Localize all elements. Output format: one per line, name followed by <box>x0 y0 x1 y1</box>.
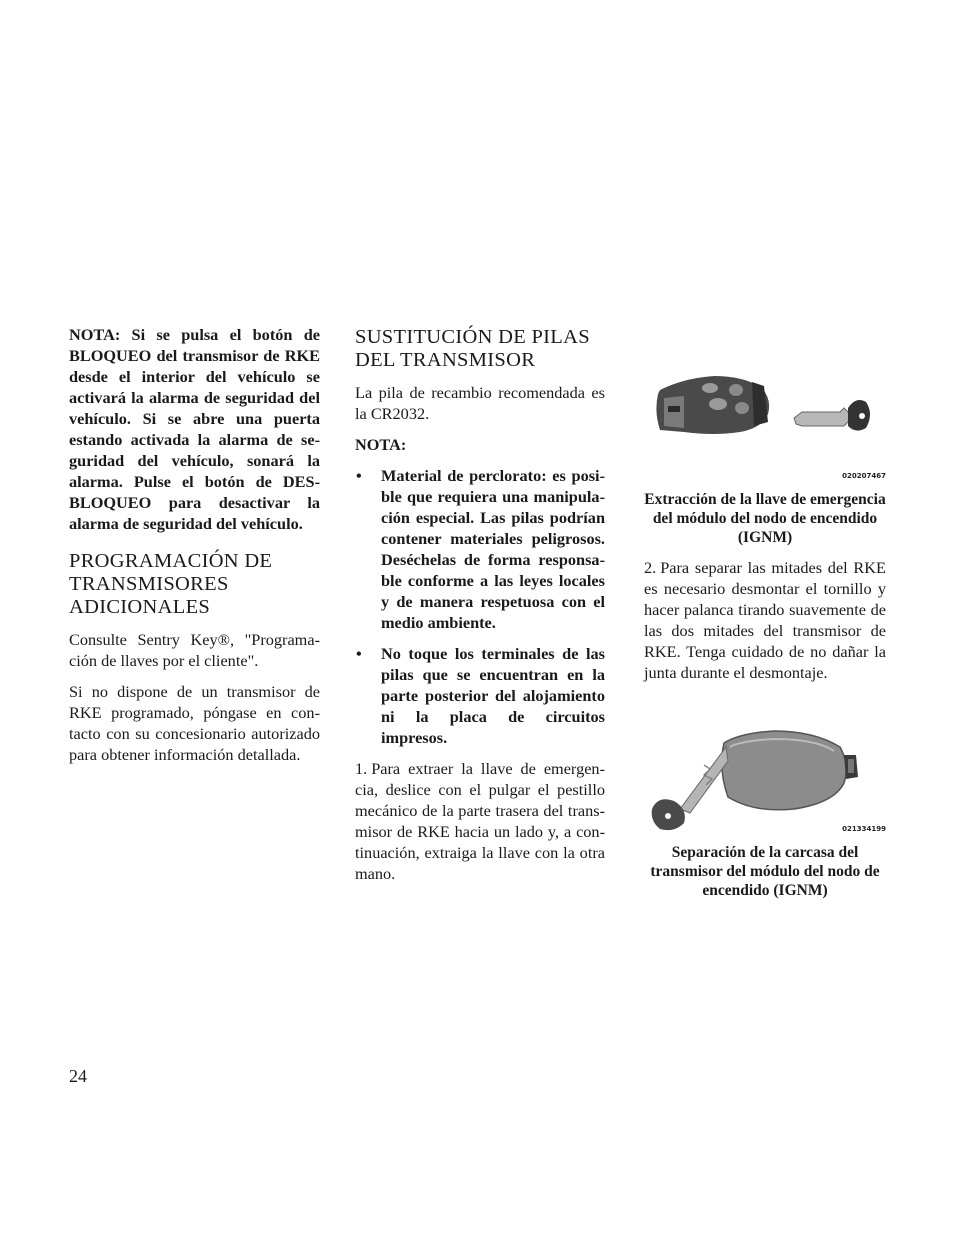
middle-column <box>355 324 605 894</box>
figure-code: 021334199 <box>842 825 886 833</box>
figure-caption: Extracción de la llave de emergencia del módulo del nodo de encendido (IGNM) <box>644 491 886 546</box>
note-alarm: NOTA: Si se pulsa el botón de BLOQUEO del transmisor de RKE desde el interior del vehículo se activará la alarma de seguridad del vehículo. Si se abre una puerta estando activada la alarma de se-guridad del vehículo, sonará la alarma. Pulse el botón de DES-BLOQUEO para desactivar la alarma de seguridad del vehículo. <box>69 325 320 533</box>
right-column <box>644 324 886 910</box>
bullet-list <box>355 465 605 748</box>
step-number: 2. <box>644 558 657 577</box>
step-1 <box>355 758 605 884</box>
step-number: 1. <box>355 759 368 778</box>
heading-line: TRANSMISORES <box>69 573 229 595</box>
paragraph-sentry-key: Consulte Sentry Key®, "Programa-ción de llaves por el cliente". <box>69 630 320 670</box>
heading-line: PROGRAMACIÓN DE <box>69 550 273 572</box>
list-item <box>355 465 605 633</box>
note-label: NOTA: <box>355 435 407 454</box>
page-number: 24 <box>69 1066 87 1086</box>
list-item-text: No toque los terminales de las pilas que se encuentran en la parte posterior del alojamiento ni la placa de circuitos impresos. <box>381 644 605 747</box>
list-item-text: Material de perclorato: es posi-ble que requiera una manipula-ción especial. Las pilas podrían contener materiales peligrosos. Deséchelas de forma responsa-ble conforme a las leyes locales y de manera respetuosa con el medio ambiente. <box>381 466 605 632</box>
figure-code: 020207467 <box>842 472 886 480</box>
key-fob-icon <box>644 342 886 472</box>
fob-housing-icon <box>644 713 886 833</box>
heading-line: ADICIONALES <box>69 596 211 618</box>
heading-programacion <box>69 550 320 619</box>
figure-key-removal <box>644 342 886 490</box>
paragraph-battery-type: La pila de recambio recomendada es la CR2032. <box>355 383 605 423</box>
step-2 <box>644 557 886 683</box>
bullet-icon: • <box>356 644 362 663</box>
left-column <box>69 324 320 775</box>
heading-sustitucion <box>355 326 605 372</box>
heading-line: SUSTITUCIÓN DE PILAS <box>355 326 590 348</box>
step-text: Para extraer la llave de emergen-cia, deslice con el pulgar el pestillo mecánico de la parte trasera del trans-misor de RKE hacia un lado y, a con-tinuación, extraiga la llave con la otra mano. <box>355 759 605 883</box>
heading-line: DEL TRANSMISOR <box>355 349 536 371</box>
paragraph-dealer: Si no dispone de un transmisor de RKE programado, póngase en con-tacto con su concesionario autorizado para obtener información detallada. <box>69 682 320 764</box>
step-text: Para separar las mitades del RKE es necesario desmontar el tornillo y hacer palanca tirando suavemente de las dos mitades del transmisor de RKE. Tenga cuidado de no dañar la junta durante el desmontaje. <box>644 558 886 682</box>
figure-caption: Separación de la carcasa del transmisor del módulo del nodo de encendido (IGNM) <box>650 844 880 899</box>
figure-housing-separation <box>644 713 886 843</box>
list-item <box>355 643 605 748</box>
bullet-icon: • <box>356 466 362 485</box>
